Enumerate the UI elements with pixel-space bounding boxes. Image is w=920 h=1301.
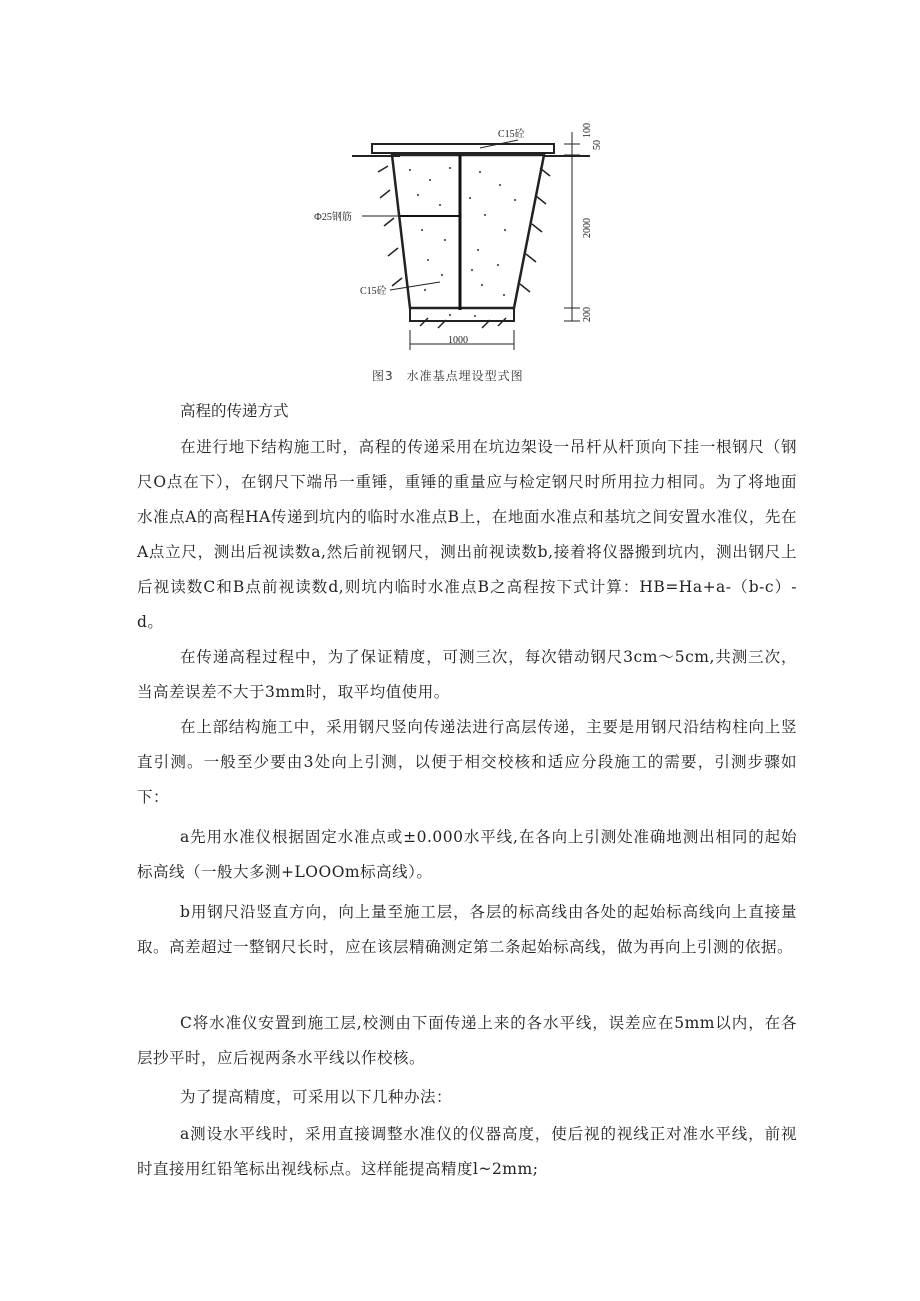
paragraph-1: 在进行地下结构施工时，高程的传递采用在坑边架设一吊杆从杆顶向下挂一根钢尺（钢尺O点在下），在钢尺下端吊一重锤，重锤的重量应与检定钢尺时所用拉力相同。为了将地面水准点A的高程HA传递到坑内的临时水准点B上，在地面水准点和基坑之间安置水准仪，先在A点立尺，测出后视读数a,然后前视钢尺，测出前视读数b,接着将仪器搬到坑内，测出钢尺上后视读数C和B点前视读数d,则坑内临时水准点B之高程按下式计算：HB=Ha+a-（b-c）-d。: [137, 438, 797, 631]
benchmark-figure: [300, 110, 630, 400]
paragraph-8: a测设水平线时，采用直接调整水准仪的仪器高度，使后视的视线正对准水平线，前视时直接用红铅笔标出视线标点。这样能提高精度l~2mm;: [137, 1125, 797, 1178]
paragraph-5: b用钢尺沿竖直方向，向上量至施工层，各层的标高线由各处的起始标高线向上直接量取。高差超过一整钢尺长时，应在该层精确测定第二条起始标高线，做为再向上引测的依据。: [137, 903, 797, 956]
label-concrete-bottom: C15砼: [360, 286, 387, 297]
label-concrete-top: C15砼: [498, 129, 525, 140]
paragraph-6: C将水准仪安置到施工层,校测由下面传递上来的各水平线，误差应在5mm以内，在各层抄平时，应后视两条水平线以作校核。: [137, 1014, 797, 1067]
paragraph-3: 在上部结构施工中，采用钢尺竖向传递法进行高层传递，主要是用钢尺沿结构柱向上竖直引测。一般至少要由3处向上引测，以便于相交校核和适应分段施工的需要，引测步骤如下：: [137, 718, 797, 806]
dimension-lines: [410, 132, 580, 350]
label-dim-50: 50: [592, 140, 603, 150]
top-slab: [372, 144, 554, 153]
label-dim-100: 100: [582, 123, 593, 138]
label-rebar: Ф25钢筋: [314, 212, 352, 223]
concrete-speckles: [409, 167, 516, 317]
bottom-slab: [410, 308, 514, 321]
paragraph-4: a先用水准仪根据固定水准点或±0.000水平线,在各向上引测处准确地测出相同的起始标高线（一般大多测+LOOOm标高线）。: [137, 828, 797, 881]
figure-caption: 图3 水准基点埋设型式图: [372, 369, 524, 383]
label-dim-2000: 2000: [582, 218, 593, 238]
label-width: 1000: [448, 335, 468, 346]
paragraph-2: 在传递高程过程中，为了保证精度，可测三次，每次错动钢尺3cm～5cm,共测三次，当高差误差不大于3mm时，取平均值使用。: [137, 648, 797, 701]
benchmark-diagram: [300, 110, 630, 400]
label-dim-200: 200: [582, 307, 593, 322]
concrete-leader: [390, 282, 440, 290]
section-heading: 高程的传递方式: [180, 402, 289, 420]
paragraph-7: 为了提高精度，可采用以下几种办法：: [180, 1088, 453, 1106]
